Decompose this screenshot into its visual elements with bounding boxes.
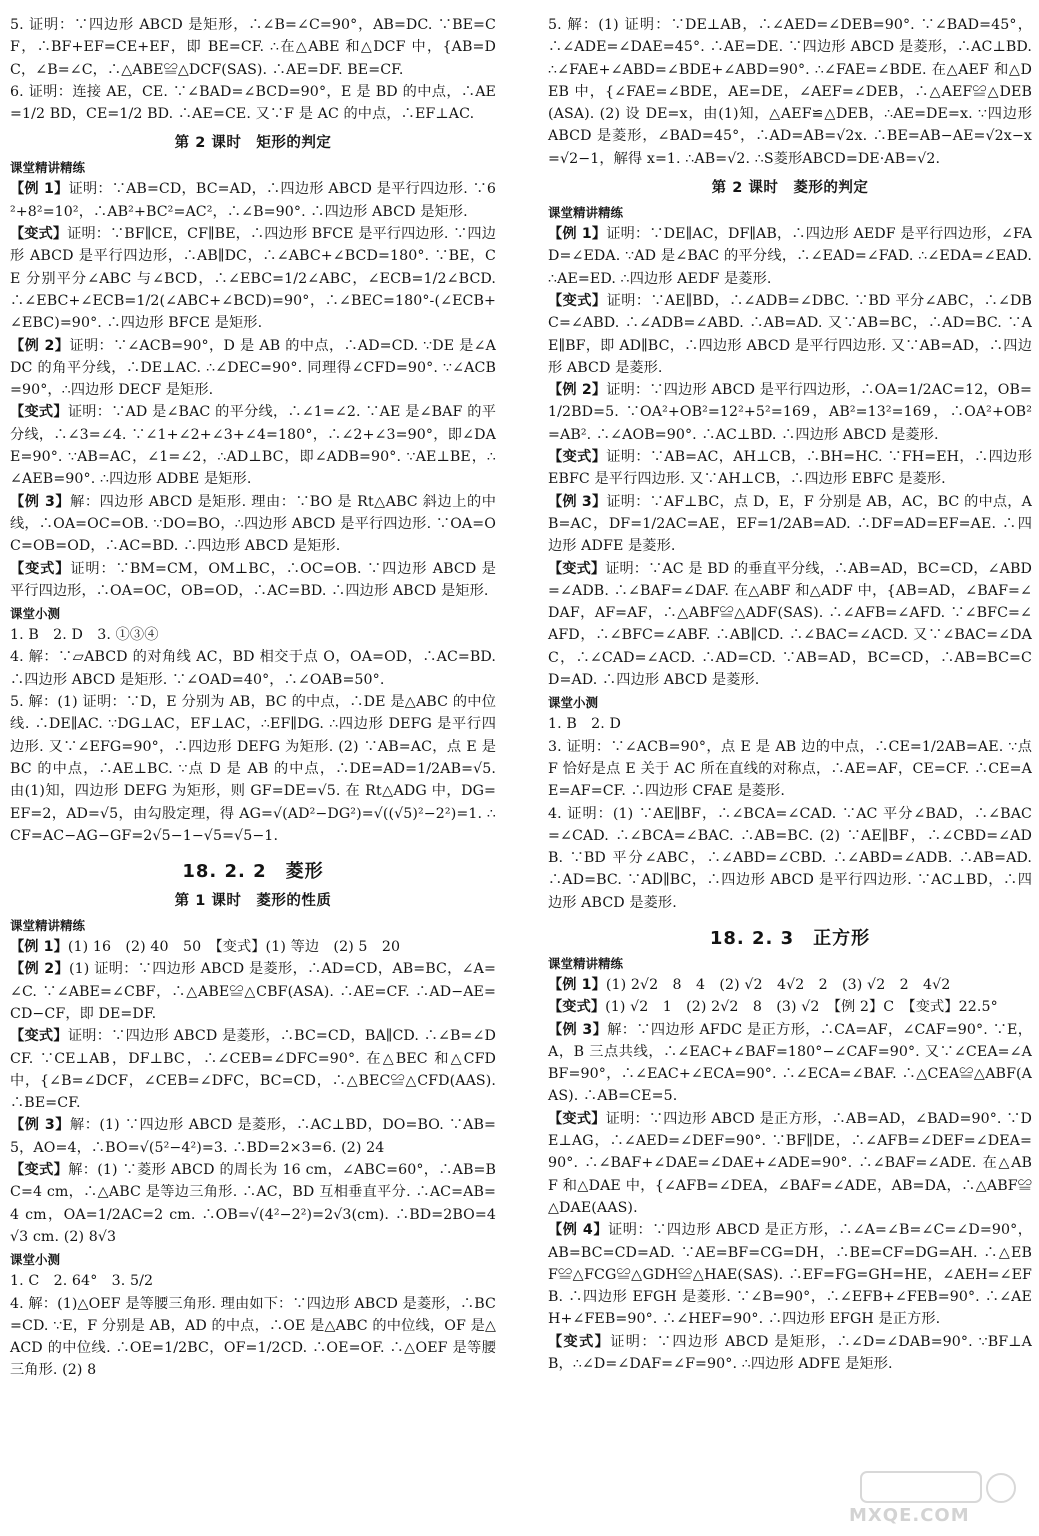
example-label: 【例 1】 — [10, 939, 68, 956]
example-label: 【变式】 — [548, 292, 607, 309]
answer-paragraph — [10, 1159, 496, 1248]
answer-paragraph — [548, 379, 1032, 446]
subsection-label: 课堂精讲精练 — [10, 160, 86, 176]
answer-text: 5. 解：(1) 证明：∵D，E 分别为 AB，BC 的中点，∴DE 是△ABC 的中位线. ∴DE∥AC. ∵DG⊥AC，EF⊥AC，∴EF∥DG. ∴四边形 DEFG 是平行四边形. 又∵∠EFG=90°，∴四边形 DEFG 为矩形. (2) ∵AB=AC，点 E 是 BC 的中点，∴AE⊥BC. ∵点 D 是 AB 的中点，∴DE=AD=1/2AB=√5. 由(1)知，四边形 DEFG 为矩形，则 GF=DE=√5. 在 Rt△ADG 中，DG=EF=2，AD=√5，由勾股定理，得 AG=√(AD²−DG²)=√((√5)²−2²)=1. ∴CF=AC−AG−GF=2√5−1−√5=√5−1. — [10, 694, 496, 844]
answer-text: (1) 证明：∵四边形 ABCD 是菱形，∴AD=CD，AB=BC，∠A=∠C. ∵∠ABE=∠CBF，∴△ABE≌△CBF(ASA). ∴AE=CF. ∴AD−AE=CD−CF，即 DE=DF. — [10, 961, 497, 1022]
answer-text: 证明：∵AB=CD，BC=AD，∴四边形 ABCD 是平行四边形. ∵6²+8²=10²，∴AB²+BC²=AC²，∴∠B=90°. ∴四边形 ABCD 是矩形. — [10, 181, 496, 220]
answer-text: 4. 解：∵▱ABCD 的对角线 AC，BD 相交于点 O，OA=OD，∴AC=BD. ∴四边形 ABCD 是矩形. ∵∠OAD=40°，∴∠OAB=50°. — [10, 649, 496, 688]
left-column — [10, 14, 496, 1382]
answer-text: 证明：∵四边形 ABCD 是正方形，∴AB=AD，∠BAD=90°. ∵DE⊥AG，∴∠AED=∠DEF=90°. ∵BF∥DE，∴∠AFB=∠DEF=∠DEA=90°. ∴∠BAF+∠DAE=∠DAE+∠ADE=90°. ∴∠BAF=∠ADE. 在△ABF 和△DAE 中，{∠AFB=∠DEA，∠BAF=∠ADE，AB=DA，∴△ABF≌△DAE(AAS). — [548, 1110, 1032, 1216]
answer-paragraph — [548, 1019, 1032, 1108]
example-label: 【变式】 — [10, 1028, 68, 1045]
subsection-label: 课堂小测 — [548, 695, 599, 711]
answer-text: 解：四边形 ABCD 是矩形. 理由：∵BO 是 Rt△ABC 斜边上的中线，∴OA=OC=OB. ∵DO=BO，∴四边形 ABCD 是平行四边形. ∵OA=OC=OB=OD，∴AC=BD. ∴四边形 ABCD 是矩形. — [10, 493, 497, 555]
answer-paragraph — [10, 624, 496, 646]
answer-paragraph — [10, 223, 496, 334]
answer-paragraph — [10, 1293, 496, 1382]
answer-text: (1) 16 (2) 40 50 【变式】(1) 等边 (2) 5 20 — [67, 939, 401, 956]
watermark-text: MXQE.COM — [849, 1505, 970, 1526]
answer-paragraph — [548, 1108, 1032, 1219]
answer-text: 5. 证明：∵四边形 ABCD 是矩形，∴∠B=∠C=90°，AB=DC. ∵BE=CF，∴BF+EF=CE+EF，即 BE=CF. ∴在△ABE 和△DCF 中，{AB=DC，∠B=∠C，∴△ABE≌△DCF(SAS). ∴AE=DF. BE=CF. — [10, 17, 496, 78]
example-label: 【变式】 — [10, 560, 71, 577]
answer-text: 证明：∵BM=CM，OM⊥BC，∴OC=OB. ∵四边形 ABCD 是平行四边形，∴OA=OC，OB=OD，∴AC=BD. ∴四边形 ABCD 是矩形. — [10, 560, 497, 599]
right-column — [548, 14, 1032, 1375]
answer-paragraph — [548, 996, 1032, 1018]
answer-paragraph — [548, 290, 1032, 379]
answer-text: 6. 证明：连接 AE，CE. ∵∠BAD=∠BCD=90°，E 是 BD 的中点，∴AE=1/2 BD，CE=1/2 BD. ∴AE=CE. 又∵F 是 AC 的中点，∴EF⊥AC. — [10, 83, 496, 123]
lesson-heading: 第 2 课时 矩形的判定 — [174, 135, 332, 152]
example-label: 【例 2】 — [548, 382, 607, 399]
answer-text: 证明：∵BF∥CE，CF∥BE，∴四边形 BFCE 是平行四边形. ∵四边形 ABCD 是平行四边形，∴AB∥DC，∴∠ABC+∠BCD=180°. ∵BE，CE 分别平分∠ABC 与∠BCD，∴∠EBC=1/2∠ABC，∠ECB=1/2∠BCD. ∴∠EBC+∠ECB=1/2(∠ABC+∠BCD)=90°，∴∠BEC=180°-(∠ECB+∠EBC)=90°. ∴四边形 BFCE 是矩形. — [10, 226, 497, 332]
answer-paragraph — [10, 558, 496, 603]
answer-paragraph — [548, 1219, 1032, 1330]
example-label: 【例 4】 — [548, 1222, 609, 1239]
answer-paragraph — [10, 401, 496, 490]
answer-paragraph — [548, 713, 1032, 735]
answer-text: 证明：∵四边形 ABCD 是菱形，∴BC=CD，BA∥CD. ∴∠B=∠DCF. ∵CE⊥AB，DF⊥BC，∴∠CEB=∠DFC=90°. 在△BEC 和△CFD 中，{∠B=∠DCF，∠CEB=∠DFC，BC=CD，∴△BEC≌△CFD(AAS). ∴BE=CF. — [10, 1028, 497, 1112]
lesson-heading: 第 1 课时 菱形的性质 — [174, 893, 332, 910]
example-label: 【变式】 — [548, 1110, 606, 1127]
subsection-label: 课堂精讲精练 — [548, 205, 624, 221]
answer-paragraph — [10, 646, 496, 691]
answer-text: 1. B 2. D 3. ①③④ — [10, 627, 159, 644]
example-label: 【变式】 — [548, 560, 606, 577]
answer-paragraph — [10, 958, 496, 1025]
answer-paragraph — [548, 1331, 1032, 1376]
watermark — [841, 1468, 1021, 1526]
answer-text: 证明：∵AF⊥BC，点 D，E，F 分别是 AB，AC，BC 的中点，AB=AC，DF=1/2AC=AE，EF=1/2AB=AD. ∴DF=AD=EF=AE. ∴四边形 ADFE 是菱形. — [548, 493, 1032, 555]
example-label: 【例 2】 — [10, 961, 69, 978]
answer-text: 证明：∵AD 是∠BAC 的平分线，∴∠1=∠2. ∵AE 是∠BAF 的平分线，∴∠3=∠4. ∵∠1+∠2+∠3+∠4=180°，∴∠2+∠3=90°，即∠DAE=90°. ∵AB=AC，∠1=∠2，∴AD⊥BC，即∠ADB=90°. ∵AE⊥BE，∴∠AEB=90°. ∴四边形 ADBE 是矩形. — [10, 404, 496, 488]
example-label: 【例 3】 — [548, 493, 607, 510]
answer-paragraph — [10, 691, 496, 847]
answer-paragraph — [10, 81, 496, 126]
example-label: 【变式】 — [10, 226, 68, 243]
example-label: 【变式】 — [548, 449, 607, 466]
subsection-label: 课堂精讲精练 — [548, 955, 624, 971]
answer-paragraph — [548, 446, 1032, 491]
example-label: 【例 2】 — [10, 337, 70, 354]
answer-text: 4. 解：(1)△OEF 是等腰三角形. 理由如下：∵四边形 ABCD 是菱形，∴BC=CD. ∵E，F 分别是 AB，AD 的中点，∴OE 是△ABC 的中位线，OF 是△ACD 的中位线. ∴OE=1/2BC，OF=1/2CD. ∴OE=OF. ∴△OEF 是等腰三角形. (2) 8 — [10, 1295, 496, 1379]
answer-text: 证明：∵∠ACB=90°，D 是 AB 的中点，∴AD=CD. ∵DE 是∠ADC 的角平分线，∴DE⊥AC. ∴∠DEC=90°. 同理得∠CFD=90°. ∵∠ACB=90°，∴四边形 DECF 是矩形. — [10, 337, 496, 399]
subsection-label: 课堂精讲精练 — [10, 918, 86, 934]
answer-text: 证明：∵AB=AC，AH⊥CB，∴BH=HC. ∵FH=EH，∴四边形 EBFC 是平行四边形. 又∵AH⊥CB，∴四边形 EBFC 是菱形. — [548, 449, 1032, 488]
answer-paragraph — [548, 803, 1032, 914]
answer-text: 证明：∵四边形 ABCD 是正方形，∴∠A=∠B=∠C=∠D=90°，AB=BC=CD=AD. ∵AE=BF=CG=DH，∴BE=CF=DG=AH. ∴△EBF≌△FCG≌△GDH≌△HAE(SAS). ∴EF=FG=GH=HE，∠AEH=∠EFB. ∴四边形 EFGH 是菱形. ∵∠B=90°，∴∠EFB+∠FEB=90°. ∴∠AEH+∠FEB=90°. ∴∠HEF=90°. ∴四边形 EFGH 是正方形. — [548, 1222, 1032, 1328]
answer-text: 证明：∵四边形 ABCD 是矩形，∴∠D=∠DAB=90°. ∵BF⊥AB，∴∠D=∠DAF=∠F=90°. ∴四边形 ADFE 是矩形. — [548, 1333, 1032, 1373]
answer-paragraph — [10, 1270, 496, 1292]
example-label: 【例 3】 — [548, 1021, 608, 1038]
example-label: 【变式】 — [548, 999, 606, 1016]
answer-paragraph — [548, 974, 1032, 996]
example-label: 【例 1】 — [548, 226, 607, 243]
answer-text: 1. C 2. 64° 3. 5/2 — [10, 1273, 154, 1290]
answer-text: 解：∵四边形 AFDC 是正方形，∴CA=AF，∠CAF=90°. ∵E，A，B 三点共线，∴∠EAC+∠BAF=180°−∠CAF=90°. 又∵∠CEA=∠ABF=90°，∴∠EAC+∠ECA=90°. ∴∠ECA=∠BAF. ∴△CEA≌△ABF(AAS). ∴AB=CE=5. — [548, 1021, 1032, 1105]
answer-text: (1) 2√2 8 4 (2) √2 4√2 2 (3) √2 2 4√2 — [605, 976, 951, 993]
answer-text: 证明：∵AE∥BD，∴∠ADB=∠DBC. ∵BD 平分∠ABC，∴∠DBC=∠ABD. ∴∠ADB=∠ABD. ∴AB=AD. 又∵AB=BC，∴AD=BC. ∵AE∥BF，即 AD∥BC，∴四边形 ABCD 是平行四边形. 又∵AB=AD，∴四边形 ABCD 是菱形. — [548, 292, 1033, 376]
example-label: 【变式】 — [10, 1162, 69, 1179]
answer-text: (1) √2 1 (2) 2√2 8 (3) √2 【例 2】C 【变式】22.5° — [605, 999, 998, 1016]
answer-text: 1. B 2. D — [548, 716, 621, 733]
answer-paragraph — [10, 1025, 496, 1114]
answer-text: 5. 解：(1) 证明：∵DE⊥AB，∴∠AED=∠DEB=90°. ∵∠BAD=45°，∴∠ADE=∠DAE=45°. ∴AE=DE. ∵四边形 ABCD 是菱形，∴AC⊥BD. ∴∠FAE+∠ABD=∠BDE+∠ABD=90°. ∴∠FAE=∠BDE. 在△AEF 和△DEB 中，{∠FAE=∠BDE，AE=DE，∠AEF=∠DEB，∴△AEF≌△DEB(ASA). (2) 设 DE=x，由(1)知，△AEF≌△DEB，∴AE=DE=x. ∵四边形 ABCD 是菱形，∠BAD=45°，∴AD=AB=√2x. ∴BE=AB−AE=√2x−x=√2−1，解得 x=1. ∴AB=√2. ∴S菱形ABCD=DE·AB=√2. — [548, 17, 1032, 167]
example-label: 【例 1】 — [10, 181, 69, 198]
answer-text: 解：(1) ∵菱形 ABCD 的周长为 16 cm，∠ABC=60°，∴AB=BC=4 cm，∴△ABC 是等边三角形. ∴AC，BD 互相垂直平分. ∴AC=AB=4 cm，OA=1/2AC=2 cm. ∴OB=√(4²−2²)=2√3(cm). ∴BD=2BO=4√3 cm. (2) 8√3 — [10, 1162, 497, 1245]
answer-paragraph — [548, 558, 1032, 692]
answer-text: 证明：∵四边形 ABCD 是平行四边形，∴OA=1/2AC=12，OB=1/2BD=5. ∵OA²+OB²=12²+5²=169，AB²=13²=169，∴OA²+OB²=AB². ∴∠AOB=90°. ∴AC⊥BD. ∴四边形 ABCD 是菱形. — [548, 382, 1033, 443]
answer-paragraph — [10, 14, 496, 81]
example-label: 【变式】 — [10, 404, 68, 421]
answer-text: 证明：∵DE∥AC，DF∥AB，∴四边形 AEDF 是平行四边形，∠FAD=∠EDA. ∵AD 是∠BAC 的平分线，∴∠EAD=∠FAD. ∴∠EDA=∠EAD. ∴AE=ED. ∴四边形 AEDF 是菱形. — [548, 226, 1033, 287]
example-label: 【例 3】 — [10, 493, 71, 510]
subsection-label: 课堂小测 — [10, 606, 61, 622]
subsection-label: 课堂小测 — [10, 1252, 61, 1268]
answer-paragraph — [10, 491, 496, 558]
watermark-logo-icon — [841, 1468, 1021, 1508]
answer-text: 解：(1) ∵四边形 ABCD 是菱形，∴AC⊥BD，DO=BO. ∵AB=5，AO=4，∴BO=√(5²−4²)=3. ∴BD=2×3=6. (2) 24 — [10, 1117, 496, 1156]
answer-paragraph — [548, 223, 1032, 290]
example-label: 【例 3】 — [10, 1117, 70, 1134]
answer-paragraph — [10, 936, 496, 958]
answer-paragraph — [10, 335, 496, 402]
answer-paragraph — [548, 736, 1032, 803]
lesson-heading: 第 2 课时 菱形的判定 — [711, 180, 869, 197]
answer-text: 4. 证明：(1) ∵AE∥BF，∴∠BCA=∠CAD. ∵AC 平分∠BAD，∴∠BAC=∠CAD. ∴∠BCA=∠BAC. ∴AB=BC. (2) ∵AE∥BF，∴∠CBD=∠ADB. ∵BD 平分∠ABC，∴∠ABD=∠CBD. ∴∠ABD=∠ADB. ∴AB=AD. ∴AD=BC. ∵AD∥BC，∴四边形 ABCD 是平行四边形. ∵AC⊥BD，∴四边形 ABCD 是菱形. — [548, 805, 1032, 911]
example-label: 【变式】 — [548, 1333, 611, 1350]
answer-paragraph — [548, 491, 1032, 558]
answer-text: 3. 证明：∵∠ACB=90°，点 E 是 AB 边的中点，∴CE=1/2AB=AE. ∵点 F 恰好是点 E 关于 AC 所在直线的对称点，∴AE=AF，CE=CF. ∴CE=AE=AF=CF. ∴四边形 CFAE 是菱形. — [548, 738, 1032, 800]
answer-text: 证明：∵AC 是 BD 的垂直平分线，∴AB=AD，BC=CD，∠ABD=∠ADB. ∴∠BAF=∠DAF. 在△ABF 和△ADF 中，{AB=AD，∠BAF=∠DAF，AF=AF，∴△ABF≌△ADF(SAS). ∴∠AFB=∠AFD. ∵∠BFC=∠AFD，∴∠BFC=∠ABF. ∴AB∥CD. ∴∠BAC=∠ACD. 又∵∠BAC=∠DAC，∴∠CAD=∠ACD. ∴AD=CD. ∵AB=AD，BC=CD，∴AB=BC=CD=AD. ∴四边形 ABCD 是菱形. — [548, 560, 1033, 689]
section-heading: 18. 2. 3 正方形 — [709, 927, 871, 949]
answer-paragraph — [548, 14, 1032, 170]
answer-paragraph — [10, 178, 496, 223]
answer-paragraph — [10, 1114, 496, 1159]
section-heading: 18. 2. 2 菱形 — [182, 861, 324, 883]
example-label: 【例 1】 — [548, 976, 606, 993]
